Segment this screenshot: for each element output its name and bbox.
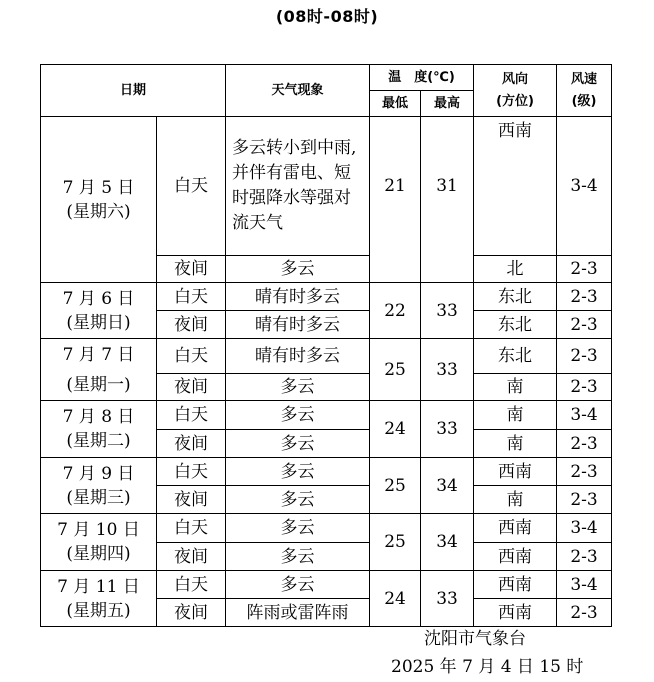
date-cell xyxy=(41,458,157,514)
weather-cell: 晴有时多云 xyxy=(226,339,370,374)
wind-direction-cell: 西南 xyxy=(474,571,557,599)
period-label: 白天 xyxy=(157,458,226,486)
wind-direction-cell: 西南 xyxy=(474,117,557,256)
header-temp-min: 最低 xyxy=(370,91,421,117)
period-label: 白天 xyxy=(157,117,226,256)
period-label: 夜间 xyxy=(157,256,226,283)
header-wind-speed xyxy=(557,65,612,117)
date-cell xyxy=(41,283,157,339)
date-text: 7 月 10 日 xyxy=(57,520,140,540)
weather-cell: 多云 xyxy=(226,374,370,401)
issued-time: 2025 年 7 月 4 日 15 时 xyxy=(391,657,584,677)
wind-direction-cell: 东北 xyxy=(474,311,557,339)
temp-min-cell: 25 xyxy=(370,458,421,514)
period-label: 白天 xyxy=(157,401,226,430)
date-text: 7 月 9 日 xyxy=(62,463,135,484)
table-row xyxy=(41,283,612,311)
date-text: 7 月 5 日 xyxy=(62,177,135,198)
header-wind-speed-unit: (级) xyxy=(571,93,597,109)
weekday-text: (星期五) xyxy=(66,600,131,621)
wind-speed-cell: 3-4 xyxy=(557,401,612,430)
weather-text: 多云转小到中雨,并伴有雷电、短时强降水等强对流天气 xyxy=(232,138,357,233)
temp-min-cell: 21 xyxy=(370,117,421,283)
wind-speed-cell: 2-3 xyxy=(557,458,612,486)
wind-direction-cell: 北 xyxy=(474,256,557,283)
wind-direction-cell: 东北 xyxy=(474,339,557,374)
wind-direction-cell: 西南 xyxy=(474,514,557,543)
temp-max-cell: 33 xyxy=(421,401,474,458)
wind-speed-cell: 2-3 xyxy=(557,256,612,283)
period-label: 夜间 xyxy=(157,430,226,458)
weather-cell xyxy=(226,117,370,256)
issuer-name: 沈阳市气象台 xyxy=(424,629,526,649)
temp-min-cell: 22 xyxy=(370,283,421,339)
wind-direction-cell: 南 xyxy=(474,374,557,401)
date-text: 7 月 7 日 xyxy=(62,344,135,365)
table-row xyxy=(41,401,612,430)
wind-speed-cell: 2-3 xyxy=(557,374,612,401)
period-label: 白天 xyxy=(157,514,226,543)
weekday-text: (星期一) xyxy=(66,374,131,395)
date-cell xyxy=(41,401,157,458)
weather-cell: 多云 xyxy=(226,256,370,283)
wind-direction-cell: 西南 xyxy=(474,599,557,627)
temp-max-cell: 33 xyxy=(421,571,474,627)
temp-min-cell: 24 xyxy=(370,401,421,458)
header-wind-direction-unit: (方位) xyxy=(496,93,534,109)
temp-min-cell: 25 xyxy=(370,339,421,401)
weekday-text: (星期日) xyxy=(66,312,131,333)
wind-speed-cell: 2-3 xyxy=(557,339,612,374)
wind-speed-cell: 3-4 xyxy=(557,571,612,599)
forecast-period-heading: (08时-08时) xyxy=(275,7,379,26)
weather-cell: 晴有时多云 xyxy=(226,311,370,339)
table-row xyxy=(41,458,612,486)
table-row xyxy=(41,339,612,374)
weekday-text: (星期六) xyxy=(66,201,131,222)
wind-speed-cell: 3-4 xyxy=(557,117,612,256)
period-label: 夜间 xyxy=(157,599,226,627)
temp-min-cell: 24 xyxy=(370,571,421,627)
wind-direction-cell: 南 xyxy=(474,486,557,514)
weather-cell: 阵雨或雷阵雨 xyxy=(226,599,370,627)
wind-direction-cell: 西南 xyxy=(474,543,557,571)
date-text: 7 月 6 日 xyxy=(62,288,135,309)
wind-speed-cell: 2-3 xyxy=(557,599,612,627)
weekday-text: (星期二) xyxy=(66,431,131,451)
date-cell xyxy=(41,571,157,627)
weather-cell: 多云 xyxy=(226,571,370,599)
table-row xyxy=(41,571,612,599)
weekday-text: (星期三) xyxy=(66,487,131,508)
date-text: 7 月 11 日 xyxy=(57,576,140,597)
temp-min-cell: 25 xyxy=(370,514,421,571)
table-row xyxy=(41,117,612,256)
wind-speed-cell: 2-3 xyxy=(557,311,612,339)
period-label: 夜间 xyxy=(157,543,226,571)
weather-cell: 多云 xyxy=(226,486,370,514)
period-label: 夜间 xyxy=(157,311,226,339)
weather-cell: 多云 xyxy=(226,458,370,486)
temp-max-cell: 31 xyxy=(421,117,474,283)
weather-cell: 多云 xyxy=(226,430,370,458)
wind-direction-cell: 西南 xyxy=(474,458,557,486)
header-wind-speed-label: 风速 xyxy=(571,71,598,87)
wind-speed-cell: 2-3 xyxy=(557,283,612,311)
header-temp-max: 最高 xyxy=(421,91,474,117)
period-label: 夜间 xyxy=(157,486,226,514)
date-cell xyxy=(41,339,157,401)
table-row xyxy=(41,514,612,543)
weather-cell: 晴有时多云 xyxy=(226,283,370,311)
wind-direction-cell: 南 xyxy=(474,401,557,430)
period-label: 白天 xyxy=(157,339,226,374)
temp-max-cell: 33 xyxy=(421,283,474,339)
wind-direction-cell: 东北 xyxy=(474,283,557,311)
temp-max-cell: 34 xyxy=(421,514,474,571)
weekday-text: (星期四) xyxy=(66,544,131,564)
wind-direction-cell: 南 xyxy=(474,430,557,458)
wind-speed-cell: 3-4 xyxy=(557,514,612,543)
wind-speed-cell: 2-3 xyxy=(557,486,612,514)
weather-cell: 多云 xyxy=(226,514,370,543)
weather-cell: 多云 xyxy=(226,401,370,430)
date-text: 7 月 8 日 xyxy=(62,407,135,427)
date-cell xyxy=(41,117,157,283)
header-date: 日期 xyxy=(41,65,226,117)
wind-speed-cell: 2-3 xyxy=(557,543,612,571)
header-temperature: 温 度(℃) xyxy=(370,65,474,91)
header-weather: 天气现象 xyxy=(226,65,370,117)
period-label: 白天 xyxy=(157,571,226,599)
period-label: 夜间 xyxy=(157,374,226,401)
temp-max-cell: 33 xyxy=(421,339,474,401)
weather-cell: 多云 xyxy=(226,543,370,571)
temp-max-cell: 34 xyxy=(421,458,474,514)
header-wind-direction-label: 风向 xyxy=(502,71,529,87)
date-cell xyxy=(41,514,157,571)
wind-speed-cell: 2-3 xyxy=(557,430,612,458)
period-label: 白天 xyxy=(157,283,226,311)
header-wind-direction xyxy=(474,65,557,117)
weather-forecast-table xyxy=(40,64,612,627)
